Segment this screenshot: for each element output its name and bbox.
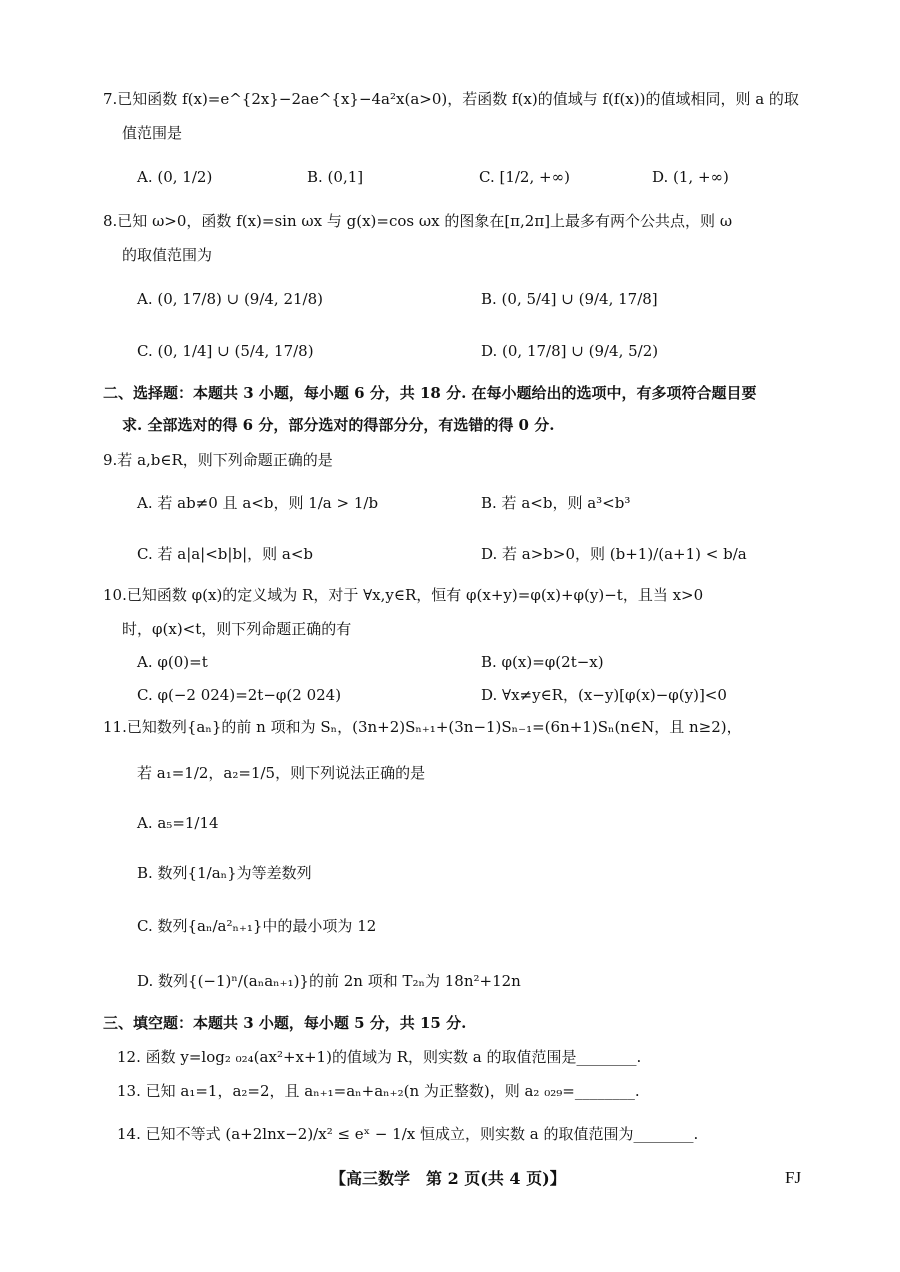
question-12: 12. 函数 y=log₂ ₀₂₄(ax²+x+1)的值域为 R，则实数 a 的取值范围是________. xyxy=(117,1048,642,1066)
question-11-option-c: C. 数列{aₙ/a²ₙ₊₁}中的最小项为 12 xyxy=(137,917,377,935)
question-11-option-d: D. 数列{(−1)ⁿ/(aₙaₙ₊₁)}的前 2n 项和 T₂ₙ为 18n²+12n xyxy=(137,972,521,990)
question-8-option-c: C. (0, 1/4] ∪ (5/4, 17/8) xyxy=(137,342,314,360)
question-10-option-c: C. φ(−2 024)=2t−φ(2 024) xyxy=(137,686,342,704)
question-9-option-d: D. 若 a>b>0，则 (b+1)/(a+1) < b/a xyxy=(481,545,747,563)
section-2-heading: 二、选择题：本题共 3 小题，每小题 6 分，共 18 分. 在每小题给出的选项中，有多项符合题目要 xyxy=(103,384,757,402)
page-footer: 【高三数学 第 2 页(共 4 页)】 xyxy=(330,1169,566,1188)
question-11-stem-continued: 若 a₁=1/2，a₂=1/5，则下列说法正确的是 xyxy=(137,764,426,782)
question-9-stem: 9.若 a,b∈R，则下列命题正确的是 xyxy=(103,451,333,469)
question-8-option-a: A. (0, 17/8) ∪ (9/4, 21/8) xyxy=(137,290,324,308)
question-9-option-c: C. 若 a|a|<b|b|，则 a<b xyxy=(137,545,314,563)
question-11-option-b: B. 数列{1/aₙ}为等差数列 xyxy=(137,864,312,882)
question-8-option-d: D. (0, 17/8] ∪ (9/4, 5/2) xyxy=(481,342,659,360)
section-2-heading-continued: 求. 全部选对的得 6 分，部分选对的得部分分，有选错的得 0 分. xyxy=(122,416,555,434)
question-7-stem-continued: 值范围是 xyxy=(122,124,183,142)
question-10-option-b: B. φ(x)=φ(2t−x) xyxy=(481,653,604,671)
section-3-heading: 三、填空题：本题共 3 小题，每小题 5 分，共 15 分. xyxy=(103,1014,467,1032)
question-7-option-b: B. (0,1] xyxy=(307,168,364,186)
question-14: 14. 已知不等式 (a+2lnx−2)/x² ≤ eˣ − 1/x 恒成立，则实数 a 的取值范围为________. xyxy=(117,1125,699,1143)
question-8-stem: 8.已知 ω>0，函数 f(x)=sin ωx 与 g(x)=cos ωx 的图象在[π,2π]上最多有两个公共点，则 ω xyxy=(103,212,733,230)
question-8-stem-continued: 的取值范围为 xyxy=(122,246,213,264)
footer-code: FJ xyxy=(785,1168,802,1187)
question-7-stem: 7.已知函数 f(x)=e^{2x}−2ae^{x}−4a²x(a>0)，若函数 f(x)的值域与 f(f(x))的值域相同，则 a 的取 xyxy=(103,90,799,108)
question-10-stem-continued: 时，φ(x)<t，则下列命题正确的有 xyxy=(122,620,352,638)
question-8-option-b: B. (0, 5/4] ∪ (9/4, 17/8] xyxy=(481,290,658,308)
question-7-option-a: A. (0, 1/2) xyxy=(137,168,213,186)
question-10-option-d: D. ∀x≠y∈R，(x−y)[φ(x)−φ(y)]<0 xyxy=(481,686,727,704)
question-7-option-c: C. [1/2, +∞) xyxy=(479,168,570,186)
question-10-option-a: A. φ(0)=t xyxy=(137,653,208,671)
question-9-option-a: A. 若 ab≠0 且 a<b，则 1/a > 1/b xyxy=(137,494,379,512)
question-7-option-d: D. (1, +∞) xyxy=(652,168,729,186)
question-11-option-a: A. a₅=1/14 xyxy=(137,814,219,832)
question-9-option-b: B. 若 a<b，则 a³<b³ xyxy=(481,494,631,512)
question-11-stem: 11.已知数列{aₙ}的前 n 项和为 Sₙ，(3n+2)Sₙ₊₁+(3n−1)Sₙ₋₁=(6n+1)Sₙ(n∈N，且 n≥2)， xyxy=(103,718,742,736)
question-10-stem: 10.已知函数 φ(x)的定义域为 R，对于 ∀x,y∈R，恒有 φ(x+y)=φ(x)+φ(y)−t，且当 x>0 xyxy=(103,586,704,604)
question-13: 13. 已知 a₁=1，a₂=2，且 aₙ₊₁=aₙ+aₙ₊₂(n 为正整数)，则 a₂ ₀₂₉=________. xyxy=(117,1082,640,1100)
